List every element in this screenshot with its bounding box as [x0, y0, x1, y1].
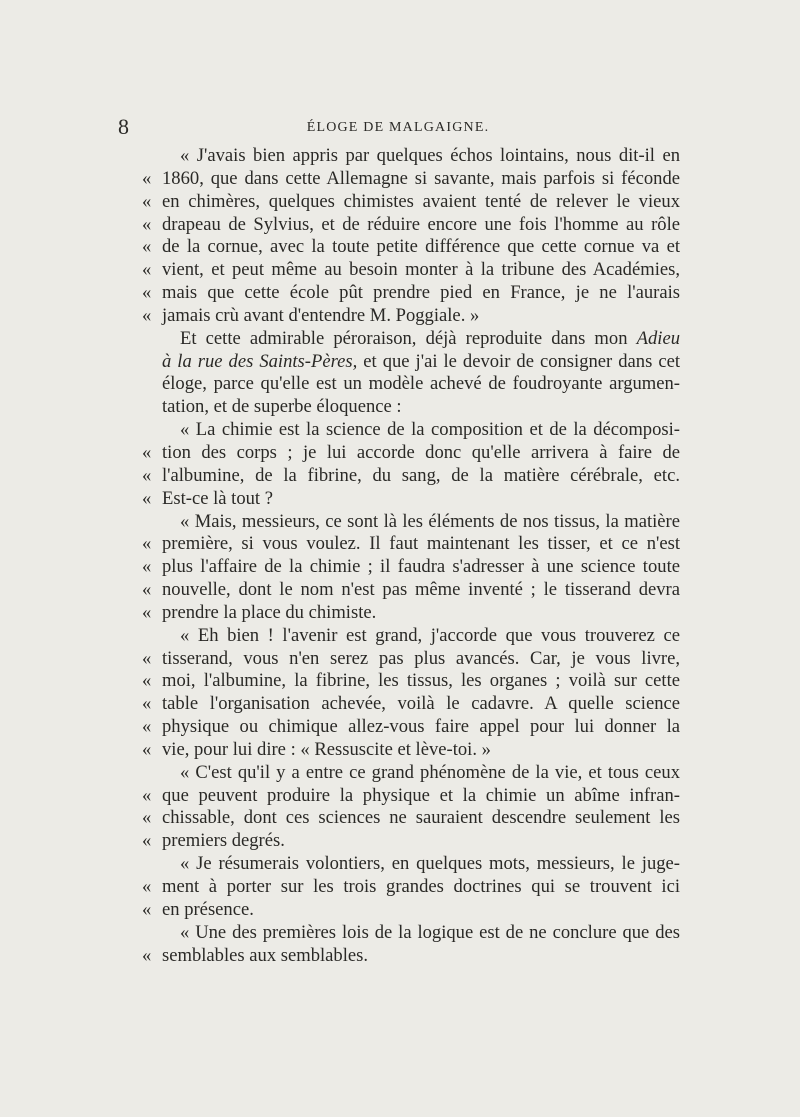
line-text: prendre la place du chimiste.	[162, 601, 377, 623]
quote-mark: «	[142, 441, 152, 463]
quote-mark: «	[142, 282, 152, 304]
line-text: première, si vous voulez. Il faut maintenant les tisser, et ce n'est	[162, 533, 680, 555]
text-line	[142, 647, 680, 671]
line-text: en chimères, quelques chimistes avaient tenté de relever le vieux	[162, 190, 680, 212]
line-text: premiers degrés.	[162, 830, 285, 852]
line-text: chissable, dont ces sciences ne sauraient descendre seulement les	[162, 807, 680, 829]
text-line	[142, 190, 680, 214]
text-line	[142, 601, 680, 625]
line-text: semblables aux semblables.	[162, 944, 369, 966]
text-line	[142, 784, 680, 808]
text-line	[142, 259, 680, 282]
book-title-italic: Adieu	[636, 327, 681, 349]
quote-mark: «	[142, 601, 152, 623]
line-text: plus l'affaire de la chimie ; il faudra s'adresser à une science toute	[162, 556, 680, 578]
line-text: et que j'ai le devoir de consigner dans cet	[357, 350, 680, 372]
running-head: ÉLOGE DE MALGAIGNE.	[306, 120, 490, 135]
text-line	[142, 304, 680, 328]
text-line	[142, 807, 680, 830]
text-line	[142, 464, 680, 488]
line-text: Est-ce là tout ?	[162, 487, 273, 509]
quote-mark: «	[142, 784, 152, 806]
quote-mark: «	[142, 830, 152, 852]
text-line	[162, 419, 680, 442]
text-line	[142, 533, 680, 556]
line-text: ment à porter sur les trois grandes doctrines qui se trouvent ici	[162, 876, 680, 897]
quote-mark: «	[142, 898, 152, 920]
text-line	[162, 351, 680, 374]
line-text: « La chimie est la science de la composition et de la décomposi-	[180, 419, 680, 441]
text-line	[142, 898, 680, 922]
text-line	[142, 670, 680, 693]
text-line	[162, 625, 680, 648]
line-text: 1860, que dans cette Allemagne si savante, mais parfois si féconde	[162, 167, 680, 189]
quote-mark: «	[142, 464, 152, 486]
page-header	[118, 114, 678, 140]
quote-mark: «	[142, 716, 152, 738]
line-text: table l'organisation achevée, voilà le cadavre. A quelle science	[162, 693, 680, 715]
line-text: « Mais, messieurs, ce sont là les éléments de nos tissus, la matière	[180, 510, 680, 532]
text-line	[142, 167, 680, 191]
text-line	[162, 145, 680, 168]
line-text: de la cornue, avec la toute petite différence que cette cornue va et	[162, 236, 680, 258]
book-title-italic: à la rue des Saints-Pères,	[162, 350, 358, 372]
text-line	[142, 213, 680, 237]
line-text: en présence.	[162, 898, 254, 920]
text-line	[142, 236, 680, 259]
quote-mark: «	[142, 556, 152, 578]
line-text: tion des corps ; je lui accorde donc qu'elle arrivera à faire de	[162, 441, 680, 463]
line-text: Et cette admirable péroraison, déjà reproduite dans mon	[180, 327, 628, 349]
line-text: éloge, parce qu'elle est un modèle achevé de foudroyante argumen-	[162, 373, 680, 395]
text-line	[142, 282, 680, 305]
quote-mark: «	[142, 259, 152, 281]
line-text: l'albumine, de la fibrine, du sang, de la matière cérébrale, etc.	[162, 464, 680, 486]
line-text: mais que cette école pût prendre pied en France, je ne l'aurais	[162, 282, 680, 304]
body-text	[142, 145, 681, 967]
line-text: « J'avais bien appris par quelques échos lointains, nous dit-il en	[180, 145, 680, 166]
line-text: drapeau de Sylvius, et de réduire encore une fois l'homme au rôle	[162, 213, 680, 235]
line-text: « Eh bien ! l'avenir est grand, j'accorde que vous trouverez ce	[180, 624, 680, 646]
line-text: moi, l'albumine, la fibrine, les tissus, les organes ; voilà sur cette	[162, 670, 680, 692]
quote-mark: «	[142, 670, 152, 692]
line-text: que peuvent produire la physique et la chimie un abîme infran-	[162, 784, 680, 806]
line-text: vient, et peut même au besoin monter à la tribune des Académies,	[162, 259, 680, 281]
text-line	[162, 511, 680, 534]
quote-mark: «	[142, 876, 152, 897]
quote-mark: «	[142, 533, 152, 555]
quote-mark: «	[142, 579, 152, 601]
quote-mark: «	[142, 738, 152, 760]
text-line	[142, 944, 680, 968]
text-line	[142, 487, 680, 511]
text-line	[162, 762, 680, 785]
quote-mark: «	[142, 944, 152, 966]
text-line	[142, 579, 680, 602]
text-line	[142, 716, 680, 739]
text-line	[142, 693, 680, 716]
line-text: nouvelle, dont le nom n'est pas même inventé ; le tisserand devra	[162, 579, 680, 601]
text-line	[142, 830, 680, 853]
quote-mark: «	[142, 693, 152, 715]
text-line	[162, 328, 680, 351]
text-line	[142, 876, 680, 899]
text-line	[162, 373, 680, 396]
quote-mark: «	[142, 213, 152, 235]
quote-mark: «	[142, 304, 152, 326]
quote-mark: «	[142, 236, 152, 258]
page-number: 8	[118, 114, 129, 139]
text-line	[162, 922, 680, 945]
text-line	[142, 441, 680, 465]
text-line	[162, 853, 680, 876]
line-text: tisserand, vous n'en serez pas plus avancés. Car, je vous livre,	[162, 647, 680, 669]
quote-mark: «	[142, 807, 152, 829]
quote-mark: «	[142, 190, 152, 212]
quote-mark: «	[142, 647, 152, 669]
line-text: vie, pour lui dire : « Ressuscite et lève-toi. »	[162, 738, 491, 760]
line-text: « Je résumerais volontiers, en quelques mots, messieurs, le juge-	[180, 853, 680, 875]
line-text: « C'est qu'il y a entre ce grand phénomène de la vie, et tous ceux	[180, 761, 680, 783]
line-text: tation, et de superbe éloquence :	[162, 396, 402, 418]
quote-mark: «	[142, 487, 152, 509]
line-text: physique ou chimique allez-vous faire appel pour lui donner la	[162, 716, 680, 738]
text-line	[142, 556, 680, 579]
text-line	[142, 738, 680, 762]
line-text: jamais crù avant d'entendre M. Poggiale. »	[162, 304, 480, 326]
text-line	[162, 396, 680, 419]
quote-mark: «	[142, 167, 152, 189]
line-text: « Une des premières lois de la logique est de ne conclure que des	[180, 921, 680, 943]
